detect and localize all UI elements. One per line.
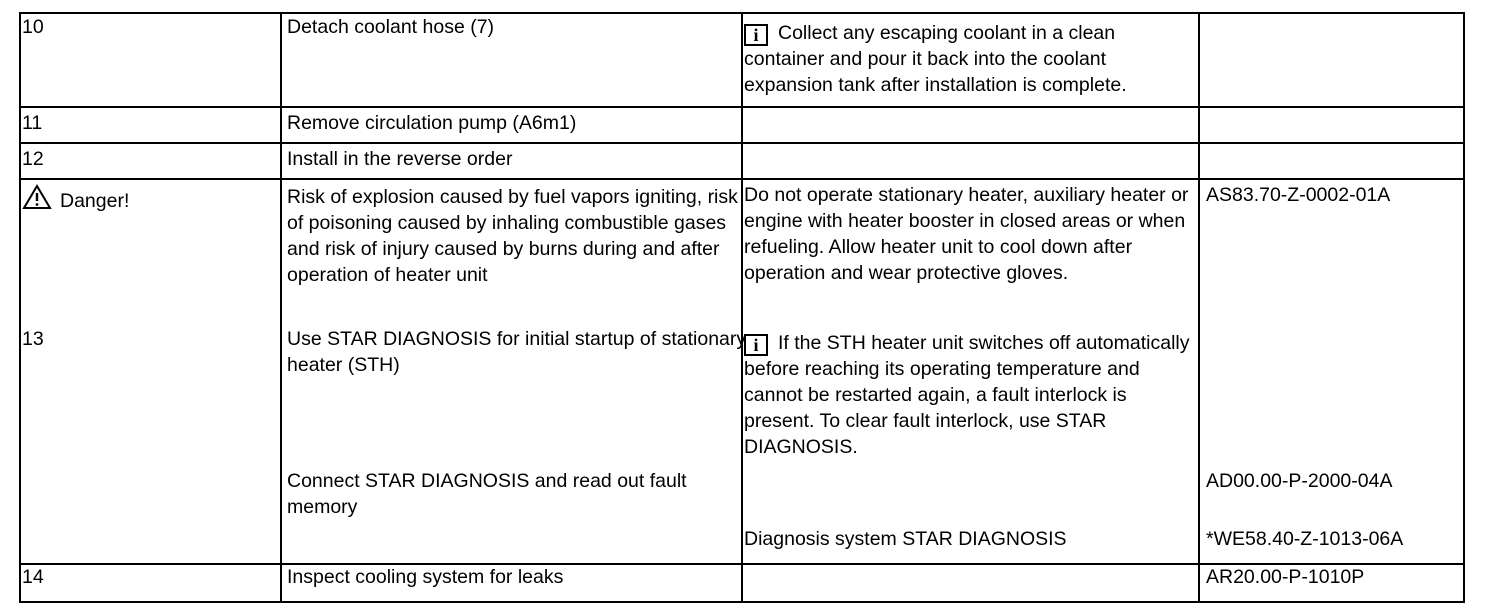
reference-document: AS83.70-Z-0002-01A	[1206, 184, 1391, 206]
step-note	[744, 20, 1196, 98]
step-action: Inspect cooling system for leaks	[287, 566, 564, 588]
table-rule	[1198, 12, 1200, 603]
danger-label	[22, 184, 277, 217]
special-tool: Diagnosis system STAR DIAGNOSIS	[744, 528, 1067, 550]
note-text: If the STH heater unit switches off automatically before reaching its operating temperature and cannot be restarted again, a fault interlock is present. To clear fault interlock, use STAR DIAGNOSIS.	[744, 332, 1190, 458]
danger-text: Danger!	[60, 190, 130, 212]
info-icon: i	[744, 24, 768, 46]
step-number: 13	[22, 328, 44, 350]
warning-triangle-icon	[22, 184, 52, 217]
table-rule	[19, 12, 21, 603]
note-text: Collect any escaping coolant in a clean container and pour it back into the coolant expansion tank after installation is complete.	[744, 22, 1127, 96]
reference-document: AR20.00-P-1010P	[1206, 566, 1365, 588]
step-number: 11	[22, 112, 43, 134]
info-icon: i	[744, 334, 768, 356]
danger-measure: Do not operate stationary heater, auxiliary heater or engine with heater booster in closed areas or when refueling. Allow heater unit to cool down after operation and wear protective gloves.	[744, 184, 1189, 284]
step-action: Connect STAR DIAGNOSIS and read out fault memory	[287, 470, 687, 518]
step-action: Detach coolant hose (7)	[287, 16, 495, 38]
step-action: Use STAR DIAGNOSIS for initial startup of stationary heater (STH)	[287, 328, 747, 376]
step-number: 10	[22, 16, 44, 38]
reference-document: AD00.00-P-2000-04A	[1206, 470, 1393, 492]
step-action: Remove circulation pump (A6m1)	[287, 112, 577, 134]
table-rule	[1463, 12, 1465, 603]
danger-risk: Risk of explosion caused by fuel vapors igniting, risk of poisoning caused by inhaling combustible gases and risk of injury caused by burns during and after operation of heater unit	[287, 186, 738, 286]
step-note	[744, 330, 1196, 460]
step-number: 14	[22, 566, 44, 588]
procedure-table	[19, 12, 1465, 603]
step-number: 12	[22, 148, 44, 170]
step-action: Install in the reverse order	[287, 148, 513, 170]
table-rule	[280, 12, 282, 603]
reference-document: *WE58.40-Z-1013-06A	[1206, 528, 1404, 550]
